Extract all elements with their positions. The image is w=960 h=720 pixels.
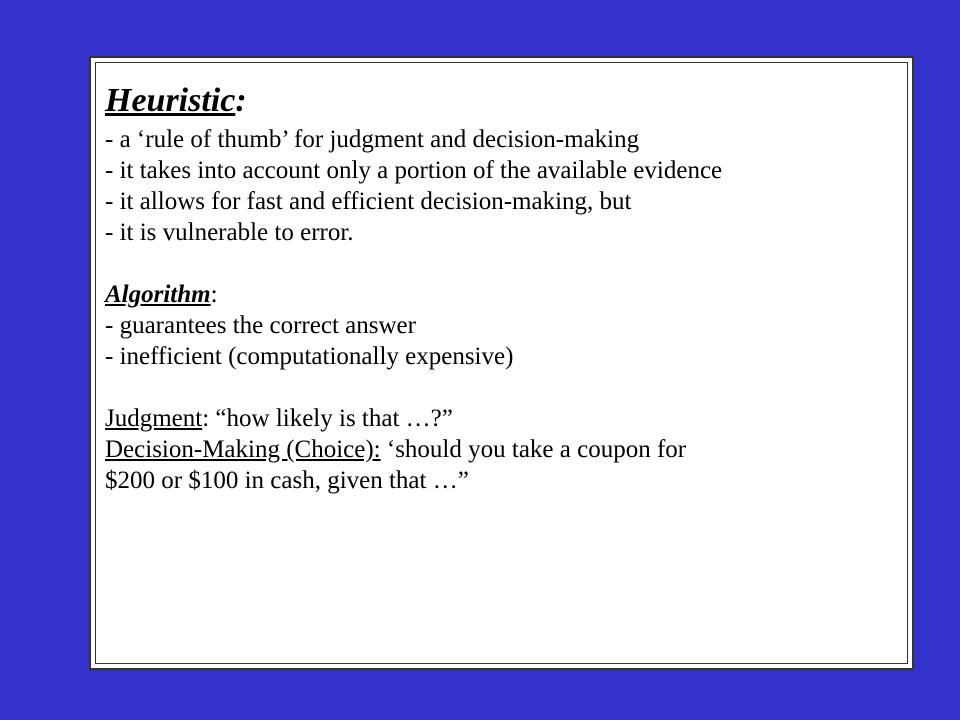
- slide-panel: [89, 56, 914, 670]
- heuristic-point-3: - it allows for fast and efficient decision-making, but: [105, 188, 632, 215]
- algorithm-point-1: - guarantees the correct answer: [105, 312, 416, 339]
- spacer: [105, 372, 905, 403]
- heuristic-heading: [105, 78, 905, 124]
- heuristic-point-4: - it is vulnerable to error.: [105, 219, 354, 246]
- algorithm-heading: [105, 279, 905, 310]
- judgment-line: [105, 403, 905, 434]
- heuristic-term: Heuristic: [105, 82, 236, 119]
- heuristic-colon: :: [235, 82, 247, 119]
- decision-line: [105, 434, 905, 465]
- decision-line-2: $200 or $100 in cash, given that …”: [105, 467, 469, 494]
- decision-term: Decision-Making (Choice):: [105, 436, 381, 463]
- spacer: [105, 248, 905, 279]
- algorithm-point-2: - inefficient (computationally expensive): [105, 343, 514, 370]
- slide-content: [105, 78, 905, 496]
- heuristic-point-1: - a ‘rule of thumb’ for judgment and decision-making: [105, 126, 640, 153]
- judgment-term: Judgment: [105, 405, 203, 432]
- judgment-text: : “how likely is that …?”: [202, 405, 453, 432]
- algorithm-colon: :: [210, 281, 218, 308]
- decision-text: ‘should you take a coupon for: [380, 436, 687, 463]
- heuristic-point-2: - it takes into account only a portion of the available evidence: [105, 157, 723, 184]
- algorithm-term: Algorithm: [105, 281, 211, 308]
